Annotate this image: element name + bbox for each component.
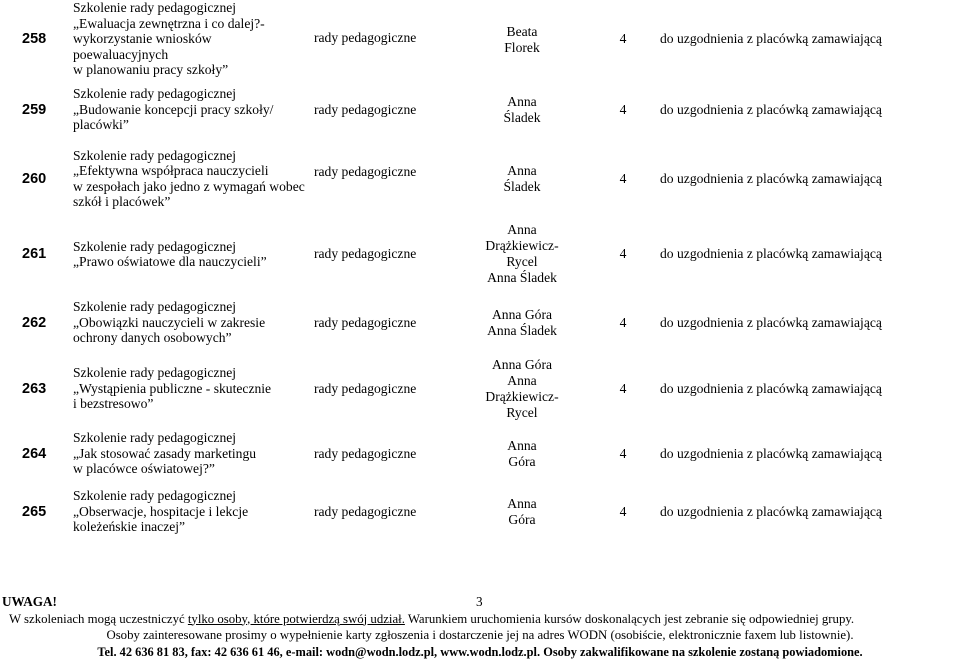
row-number: 262: [22, 314, 47, 331]
training-title: Szkolenie rady pedagogicznej „Prawo oświatowe dla nauczycieli”: [73, 238, 267, 269]
hours: 4: [619, 101, 627, 117]
table-row: [0, 0, 960, 78]
participation-notice: W szkoleniach mogą uczestniczyć tylko osoby, które potwierdzą swój udział. Warunkiem uruchomienia kursów doskonalących jest zebranie się odpowiedniej grupy.: [9, 611, 855, 626]
training-title: Szkolenie rady pedagogicznej „Budowanie koncepcji pracy szkoły/ placówki”: [73, 86, 274, 133]
confirmation-requirement: tylko osoby, które potwierdzą swój udział.: [187, 611, 405, 626]
training-title: Szkolenie rady pedagogicznej „Ewaluacja zewnętrzna i co dalej?- wykorzystanie wniosków poewaluacyjnych w planowaniu pracy szkoły”: [73, 0, 265, 77]
trainer: Anna Góra: [507, 437, 537, 469]
trainer: Anna Góra Anna Drążkiewicz- Rycel: [485, 356, 559, 420]
row-number: 261: [22, 246, 47, 262]
registration-instructions: Osoby zainteresowane prosimy o wypełnienie karty zgłoszenia i dostarczenie jej na adres WODN (osobiście, elektronicznie faxem lub listownie).: [106, 628, 854, 642]
hours: 4: [619, 30, 627, 46]
audience: rady pedagogiczne: [314, 445, 417, 461]
row-number: 263: [22, 380, 47, 397]
row-number: 258: [22, 30, 47, 47]
audience: rady pedagogiczne: [314, 380, 417, 396]
training-title: Szkolenie rady pedagogicznej „Obowiązki nauczycieli w zakresie ochrony danych osobowych”: [73, 299, 266, 346]
training-title: Szkolenie rady pedagogicznej „Efektywna współpraca nauczycieli w zespołach jako jedno z wymagań wobec szkół i placówek”: [73, 147, 305, 209]
hours: 4: [619, 380, 627, 396]
term: do uzgodnienia z placówką zamawiającą: [660, 246, 882, 261]
audience: rady pedagogiczne: [314, 30, 417, 45]
table-row: [0, 216, 960, 293]
table-row: [0, 483, 960, 541]
audience: rady pedagogiczne: [314, 163, 417, 179]
trainer: Anna Drążkiewicz- Rycel Anna Śladek: [485, 222, 559, 285]
term: do uzgodnienia z placówką zamawiającą: [660, 170, 882, 186]
hours: 4: [619, 314, 627, 330]
audience: rady pedagogiczne: [314, 503, 417, 519]
hours: 4: [619, 170, 627, 186]
trainer: Anna Śladek: [503, 162, 541, 194]
hours: 4: [619, 246, 627, 261]
row-number: 260: [22, 170, 47, 187]
audience: rady pedagogiczne: [314, 314, 417, 330]
term: do uzgodnienia z placówką zamawiającą: [660, 101, 882, 117]
table-row: [0, 293, 960, 353]
training-title: Szkolenie rady pedagogicznej „Wystąpienia publiczne - skutecznie i bezstresowo”: [73, 365, 272, 412]
row-number: 265: [22, 503, 47, 520]
trainer: Anna Góra Anna Śladek: [487, 306, 557, 338]
table-row: [0, 142, 960, 216]
notice-label: UWAGA!: [2, 594, 57, 609]
table-row: [0, 353, 960, 425]
page-footer: [0, 594, 960, 660]
term: do uzgodnienia z placówką zamawiającą: [660, 314, 882, 330]
audience: rady pedagogiczne: [314, 246, 417, 262]
trainer: Beata Florek: [504, 23, 540, 55]
term: do uzgodnienia z placówką zamawiającą: [660, 445, 882, 461]
audience: rady pedagogiczne: [314, 101, 417, 117]
hours: 4: [619, 503, 627, 519]
row-number: 259: [22, 101, 47, 118]
hours: 4: [619, 445, 627, 461]
page-number: 3: [476, 594, 483, 609]
trainer: Anna Śladek: [503, 93, 541, 125]
table-row: [0, 425, 960, 483]
contact-info: Tel. 42 636 81 83, fax: 42 636 61 46, e-mail: wodn@wodn.lodz.pl, www.wodn.lodz.pl. Osoby zakwalifikowane na szkolenie zostaną powiadomione.: [97, 644, 863, 659]
training-title: Szkolenie rady pedagogicznej „Jak stosować zasady marketingu w placówce oświatowej?”: [73, 430, 257, 477]
term: do uzgodnienia z placówką zamawiającą: [660, 30, 882, 46]
training-title: Szkolenie rady pedagogicznej „Obserwacje, hospitacje i lekcje koleżeńskie inaczej”: [73, 488, 249, 535]
trainer: Anna Góra: [507, 495, 537, 527]
footer-header-line: [0, 594, 960, 611]
table-row: [0, 78, 960, 142]
term: do uzgodnienia z placówką zamawiającą: [660, 380, 882, 396]
term: do uzgodnienia z placówką zamawiającą: [660, 503, 882, 519]
row-number: 264: [22, 445, 47, 462]
